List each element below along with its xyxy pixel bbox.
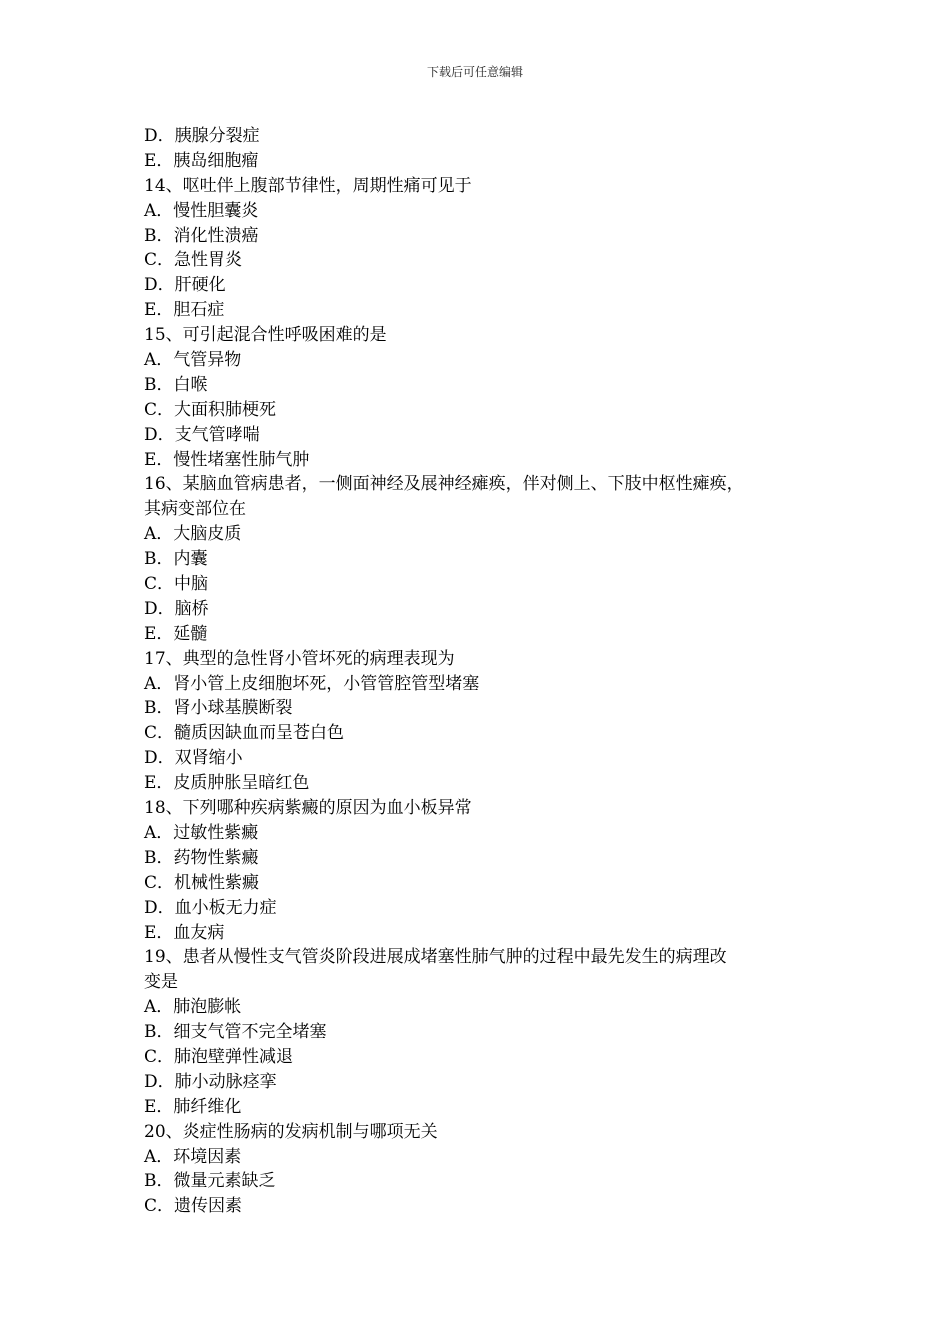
option-line: C．急性胃炎	[144, 250, 243, 271]
option-line: C．中脑	[144, 574, 209, 595]
option-line: E．胆石症	[144, 300, 225, 321]
option-line: D．肝硬化	[144, 275, 226, 296]
option-line: B．内囊	[144, 549, 208, 570]
option-line: A．过敏性紫癜	[144, 822, 259, 843]
option-line: E．延髓	[144, 623, 208, 644]
question-line: 15、可引起混合性呼吸困难的是	[144, 325, 387, 346]
option-line: E．皮质肿胀呈暗红色	[144, 773, 310, 794]
option-line: B．白喉	[144, 374, 208, 395]
option-line: A．肺泡膨帐	[144, 997, 242, 1018]
option-line: D．支气管哮喘	[144, 424, 260, 445]
option-line: E．慢性堵塞性肺气肿	[144, 449, 310, 470]
option-line: C．髓质因缺血而呈苍白色	[144, 723, 345, 744]
question-line: 20、炎症性肠病的发病机制与哪项无关	[144, 1121, 438, 1142]
question-line: 19、患者从慢性支气管炎阶段进展成堵塞性肺气肿的过程中最先发生的病理改	[144, 947, 727, 968]
question-line: 17、典型的急性肾小管坏死的病理表现为	[144, 648, 455, 669]
option-line: B．肾小球基膜断裂	[144, 698, 293, 719]
option-line: D．双肾缩小	[144, 748, 243, 769]
option-line: C．遗传因素	[144, 1196, 243, 1217]
option-line: D．脑桥	[144, 598, 209, 619]
option-line: E．胰岛细胞瘤	[144, 150, 259, 171]
question-line-continued: 其病变部位在	[144, 499, 246, 520]
option-line: A．慢性胆囊炎	[144, 200, 259, 221]
option-line: C．机械性紫癜	[144, 872, 260, 893]
option-line: D．血小板无力症	[144, 897, 277, 918]
question-list	[144, 124, 824, 1219]
option-line: B．微量元素缺乏	[144, 1171, 276, 1192]
question-line: 16、某脑血管病患者，一侧面神经及展神经瘫痪，伴对侧上、下肢中枢性瘫痪，	[144, 474, 744, 495]
option-line: A．气管异物	[144, 350, 242, 371]
question-line: 18、下列哪种疾病紫癜的原因为血小板异常	[144, 798, 472, 819]
option-line: B．消化性溃癌	[144, 225, 259, 246]
page-header-note: 下载后可任意编辑	[426, 65, 523, 79]
option-line: A．肾小管上皮细胞坏死，小管管腔管型堵塞	[144, 673, 480, 694]
option-line: C．大面积肺梗死	[144, 399, 277, 420]
option-line: B．药物性紫癜	[144, 847, 259, 868]
question-line: 14、呕吐伴上腹部节律性，周期性痛可见于	[144, 175, 472, 196]
option-line: B．细支气管不完全堵塞	[144, 1022, 327, 1043]
question-line-continued: 变是	[144, 972, 178, 993]
option-line: A．环境因素	[144, 1146, 242, 1167]
option-line: E．血友病	[144, 922, 225, 943]
option-line: D．胰腺分裂症	[144, 126, 260, 146]
option-line: D．肺小动脉痉挛	[144, 1071, 277, 1092]
option-line: A．大脑皮质	[144, 524, 242, 545]
option-line: E．肺纤维化	[144, 1096, 242, 1117]
option-line: C．肺泡壁弹性减退	[144, 1046, 294, 1067]
